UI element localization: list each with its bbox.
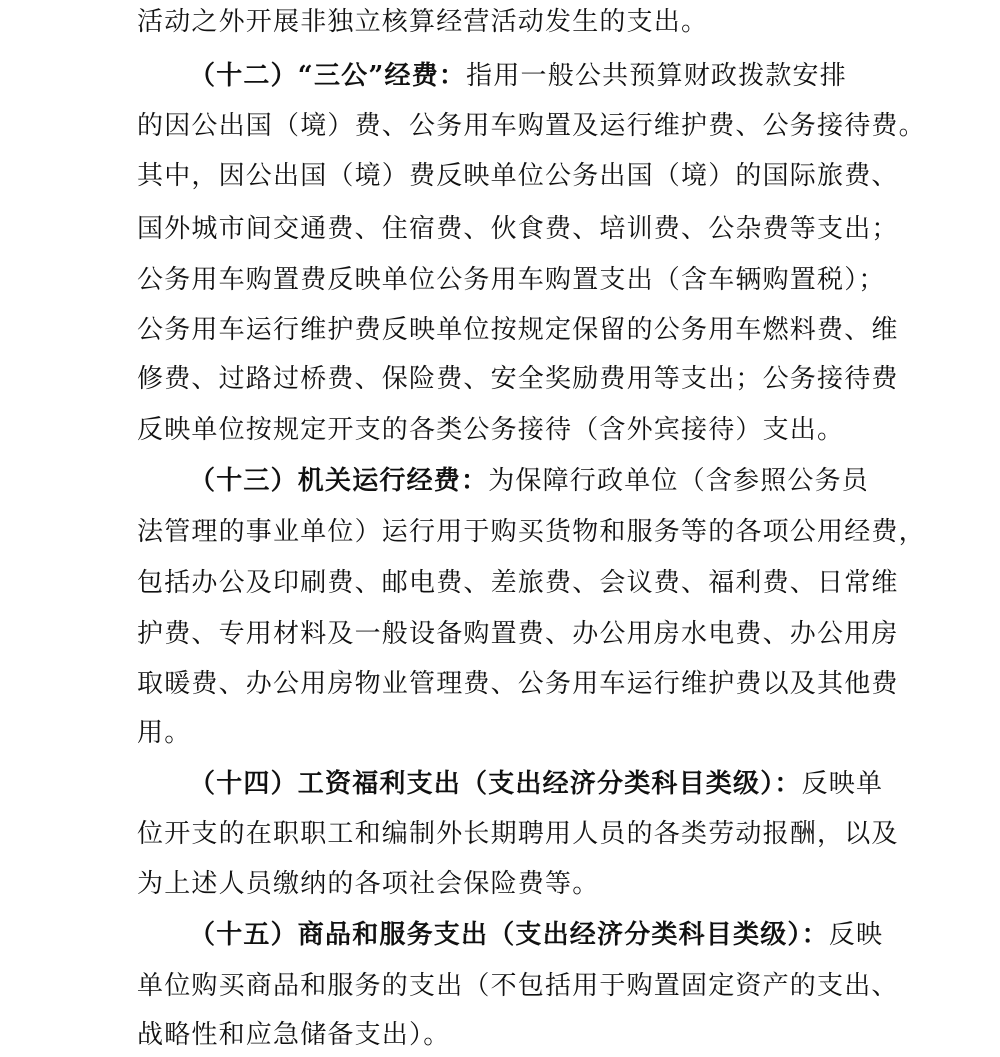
paragraph-line: [137, 814, 899, 854]
body-text: 修费、过路过桥费、保险费、安全奖励费用等支出；公务接待费: [137, 364, 899, 394]
paragraph-line: [137, 614, 899, 654]
body-text: 国外城市间交通费、住宿费、伙食费、培训费、公杂费等支出；: [137, 214, 899, 244]
paragraph-line: [137, 664, 899, 704]
paragraph-line: [137, 410, 844, 450]
body-text: 为保障行政单位（含参照公务员: [488, 466, 870, 496]
paragraph-line: [137, 713, 191, 753]
paragraph-line: [137, 2, 708, 42]
paragraph-line: [137, 563, 899, 603]
body-text: 公务用车购置费反映单位公务用车购置支出（含车辆购置税）；: [137, 265, 886, 295]
body-text: 反映单: [801, 769, 884, 799]
body-text: 法管理的事业单位）运行用于购买货物和服务等的各项公用经费，: [137, 517, 926, 547]
paragraph-line: [189, 764, 883, 804]
section-heading: （十二）“三公”经费：: [189, 61, 467, 91]
body-text: 反映: [828, 920, 884, 950]
paragraph-line: [137, 106, 926, 146]
paragraph-line: [189, 915, 883, 955]
paragraph-line: [137, 1015, 450, 1055]
body-text: 位开支的在职职工和编制外长期聘用人员的各类劳动报酬，以及: [137, 819, 899, 849]
paragraph-line: [137, 310, 899, 350]
paragraph-line: [137, 359, 899, 399]
body-text: 为上述人员缴纳的各项社会保险费等。: [137, 869, 600, 899]
body-text: 战略性和应急储备支出）。: [137, 1020, 451, 1050]
body-text: 的因公出国（境）费、公务用车购置及运行维护费、公务接待费。: [137, 111, 926, 141]
body-text: 用。: [137, 718, 192, 748]
paragraph-line: [137, 156, 899, 196]
body-text: 包括办公及印刷费、邮电费、差旅费、会议费、福利费、日常维: [137, 568, 899, 598]
body-text: 护费、专用材料及一般设备购置费、办公用房水电费、办公用房: [137, 619, 899, 649]
body-text: 其中，因公出国（境）费反映单位公务出国（境）的国际旅费、: [137, 161, 899, 191]
paragraph-line: [137, 512, 926, 552]
section-heading: （十四）工资福利支出（支出经济分类科目类级）：: [189, 769, 802, 799]
paragraph-line: [189, 461, 869, 501]
paragraph-line: [137, 864, 599, 904]
body-text: 指用一般公共预算财政拨款安排: [466, 61, 847, 91]
paragraph-line: [137, 209, 899, 249]
paragraph-line: [189, 56, 847, 96]
section-heading: （十三）机关运行经费：: [189, 466, 489, 496]
paragraph-line: [137, 966, 899, 1006]
body-text: 单位购买商品和服务的支出（不包括用于购置固定资产的支出、: [137, 971, 899, 1001]
body-text: 活动之外开展非独立核算经营活动发生的支出。: [137, 7, 709, 37]
body-text: 取暖费、办公用房物业管理费、公务用车运行维护费以及其他费: [137, 669, 899, 699]
body-text: 公务用车运行维护费反映单位按规定保留的公务用车燃料费、维: [137, 315, 899, 345]
paragraph-line: [137, 260, 886, 300]
section-heading: （十五）商品和服务支出（支出经济分类科目类级）：: [189, 920, 829, 950]
body-text: 反映单位按规定开支的各类公务接待（含外宾接待）支出。: [137, 415, 845, 445]
